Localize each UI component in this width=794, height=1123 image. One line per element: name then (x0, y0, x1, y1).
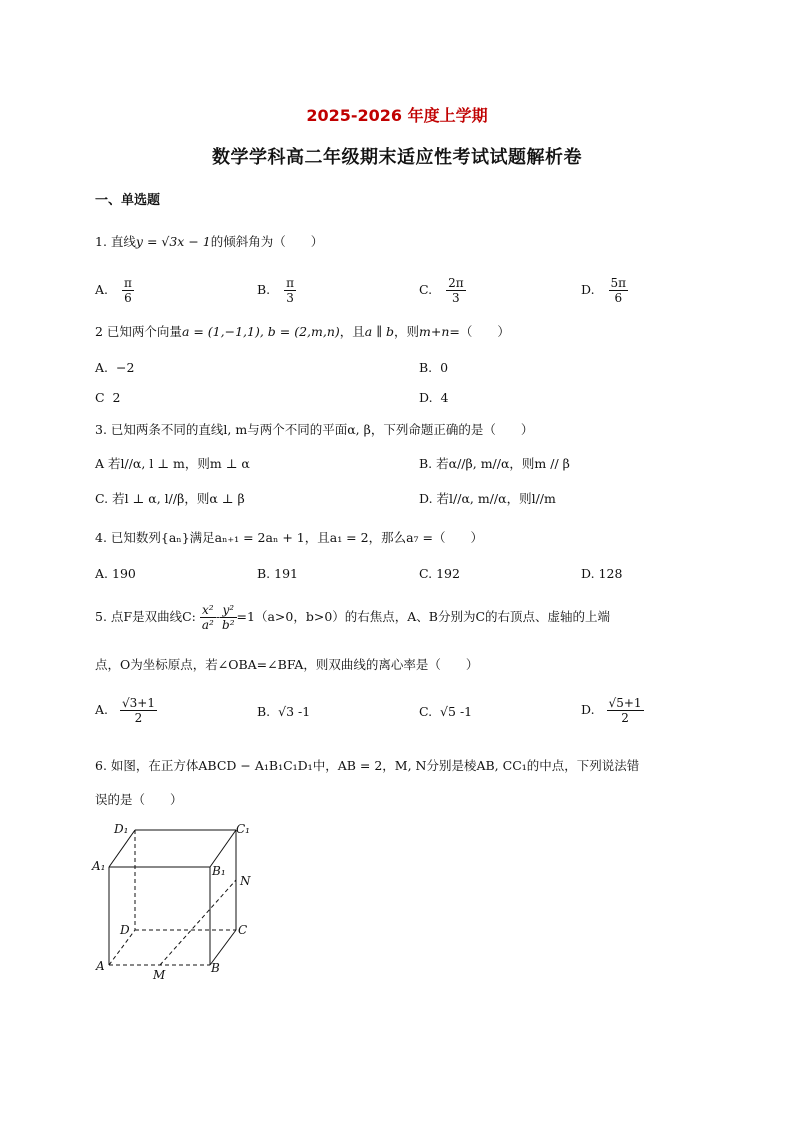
numerator: π (286, 276, 295, 290)
q2-option-c (95, 388, 120, 408)
q2-math2: a ∥ b (364, 324, 394, 339)
question-6-line1: 6. 如图，在正方体ABCD − A₁B₁C₁D₁中，AB = 2，M, N分别是棱AB, CC₁的中点，下列说法错 (95, 758, 640, 773)
exam-title: 数学学科高二年级期末适应性考试试题解析卷 (212, 147, 582, 168)
q1-option-c (419, 276, 466, 305)
q2-option-b (419, 358, 448, 378)
option-text: 191 (274, 566, 299, 581)
numerator: π (124, 276, 132, 290)
q2-mid: ，且 (339, 324, 365, 339)
option-label: A. (95, 702, 109, 717)
option-label: B. (419, 456, 433, 471)
option-text: 128 (598, 566, 623, 581)
option-label: B. (257, 282, 271, 297)
q3-option-b (419, 454, 570, 474)
option-text: √3 -1 (278, 704, 311, 719)
option-text: 若α//β, m//α，则m // β (436, 456, 570, 471)
q2-math3: m+n= (419, 324, 460, 339)
option-label: B. (257, 566, 271, 581)
question-5-line1: 5. 点F是双曲线C: $\frac{\text{x²}}{\text{a²}}$ - $\frac{\text{y²}}{\text{b²}}$ =1（a>0，b>0）的右焦点，A、B分别为C的右顶点、虚轴的上端 (95, 603, 611, 632)
option-label: C. (95, 491, 109, 506)
option-label: B. (257, 704, 271, 719)
question-4: 4. 已知数列{aₙ}满足aₙ₊₁ = 2aₙ + 1，且a₁ = 2，那么a₇ =（ ） (95, 530, 483, 545)
fraction (122, 276, 134, 305)
question-1 (95, 232, 323, 252)
fraction (120, 696, 157, 725)
numerator: √5+1 (608, 696, 642, 710)
fraction (284, 276, 296, 305)
q2-suffix: （ ） (459, 324, 510, 339)
q4-option-b (257, 564, 298, 584)
label-m: M (153, 968, 166, 982)
q4-option-a (95, 564, 136, 584)
q1-option-d (581, 276, 628, 305)
label-n: N (240, 874, 251, 888)
term-title: 2025-2026 年度上学期 (306, 106, 488, 125)
option-text: 若l//α, l ⊥ m，则m ⊥ α (108, 456, 250, 471)
q4-option-c (419, 564, 460, 584)
q2-math: a = (1,−1,1), b = (2,m,n) (181, 324, 340, 339)
q5-option-b (257, 702, 310, 722)
edge-b1-c1 (210, 830, 236, 867)
label-a: A (96, 959, 105, 973)
q1-suffix: 的倾斜角为（ ） (210, 234, 324, 249)
option-label: D. (581, 282, 595, 297)
numerator: √3+1 (122, 696, 155, 710)
fraction (609, 276, 629, 305)
section-title: 一、单选题 (95, 193, 161, 208)
option-label: C (95, 390, 105, 405)
fraction (446, 276, 466, 305)
edge-b-c (210, 930, 236, 965)
option-text: −2 (115, 360, 135, 375)
label-b1: B₁ (212, 864, 226, 878)
option-label: C. (419, 566, 433, 581)
q3-option-d (419, 489, 556, 509)
fraction-x2-a2: $\frac{\text{x²}}{\text{a²}}$ (201, 603, 214, 632)
option-label: D. (581, 566, 595, 581)
q5-suffix: =1（a>0，b>0）的右焦点，A、B分别为C的右顶点、虚轴的上端 (236, 609, 611, 624)
question-5-line2: 点，O为坐标原点，若∠OBA=∠BFA，则双曲线的离心率是（ ） (95, 657, 479, 672)
option-label: D. (419, 491, 433, 506)
numerator: 2π (448, 276, 464, 290)
label-a1: A₁ (92, 859, 106, 873)
option-label: B. (419, 360, 433, 375)
option-label: D. (581, 702, 595, 717)
q2-prefix: 2 已知两个向量 (95, 324, 182, 339)
label-c: C (238, 923, 248, 937)
option-text: 2 (112, 390, 121, 405)
q3-option-a (95, 454, 250, 474)
option-label: A (95, 456, 105, 471)
option-text: 190 (112, 566, 136, 581)
q2-mid2: ，则 (393, 324, 419, 339)
option-label: A. (95, 566, 109, 581)
numerator: 5π (610, 276, 627, 290)
option-label: D. (419, 390, 433, 405)
q5-option-c (419, 702, 472, 722)
segment-m-n (160, 880, 236, 965)
q3-option-c (95, 489, 245, 509)
q5-option-a (95, 696, 157, 725)
option-label: A. (95, 360, 109, 375)
q1-option-a (95, 276, 134, 305)
option-label: C. (419, 704, 433, 719)
q2-option-d (419, 388, 448, 408)
q1-math: y = √3x − 1 (135, 234, 211, 249)
question-3: 3. 已知两条不同的直线l, m与两个不同的平面α, β，下列命题正确的是（ ） (95, 422, 534, 437)
q5-prefix: 5. 点F是双曲线C: (95, 609, 196, 624)
denominator: 3 (286, 291, 294, 305)
label-c1: C₁ (236, 822, 250, 836)
denominator: 2 (134, 711, 143, 725)
q1-prefix: 1. 直线 (95, 234, 136, 249)
label-d1: D₁ (114, 822, 129, 836)
option-text: 4 (440, 390, 449, 405)
option-text: 192 (436, 566, 460, 581)
q5-option-d (581, 696, 644, 725)
q4-option-d (581, 564, 622, 584)
q1-option-b (257, 276, 296, 305)
question-2 (95, 322, 510, 342)
option-text: 0 (440, 360, 449, 375)
denominator: 6 (614, 291, 623, 305)
denominator: 6 (124, 291, 132, 305)
option-text: 若l ⊥ α, l//β，则α ⊥ β (112, 491, 245, 506)
cube-figure (90, 815, 270, 990)
label-b: B (211, 961, 220, 975)
question-6-line2: 误的是（ ） (95, 792, 183, 807)
option-text: 若l//α, m//α，则l//m (436, 491, 556, 506)
q2-option-a (95, 358, 134, 378)
denominator: 2 (621, 711, 629, 725)
option-label: C. (419, 282, 433, 297)
option-text: √5 -1 (440, 704, 473, 719)
option-label: A. (95, 282, 109, 297)
fraction-y2-b2: $\frac{\text{y²}}{\text{b²}}$ (222, 603, 235, 632)
denominator: 3 (452, 291, 460, 305)
label-d: D (120, 923, 130, 937)
fraction (607, 696, 644, 725)
